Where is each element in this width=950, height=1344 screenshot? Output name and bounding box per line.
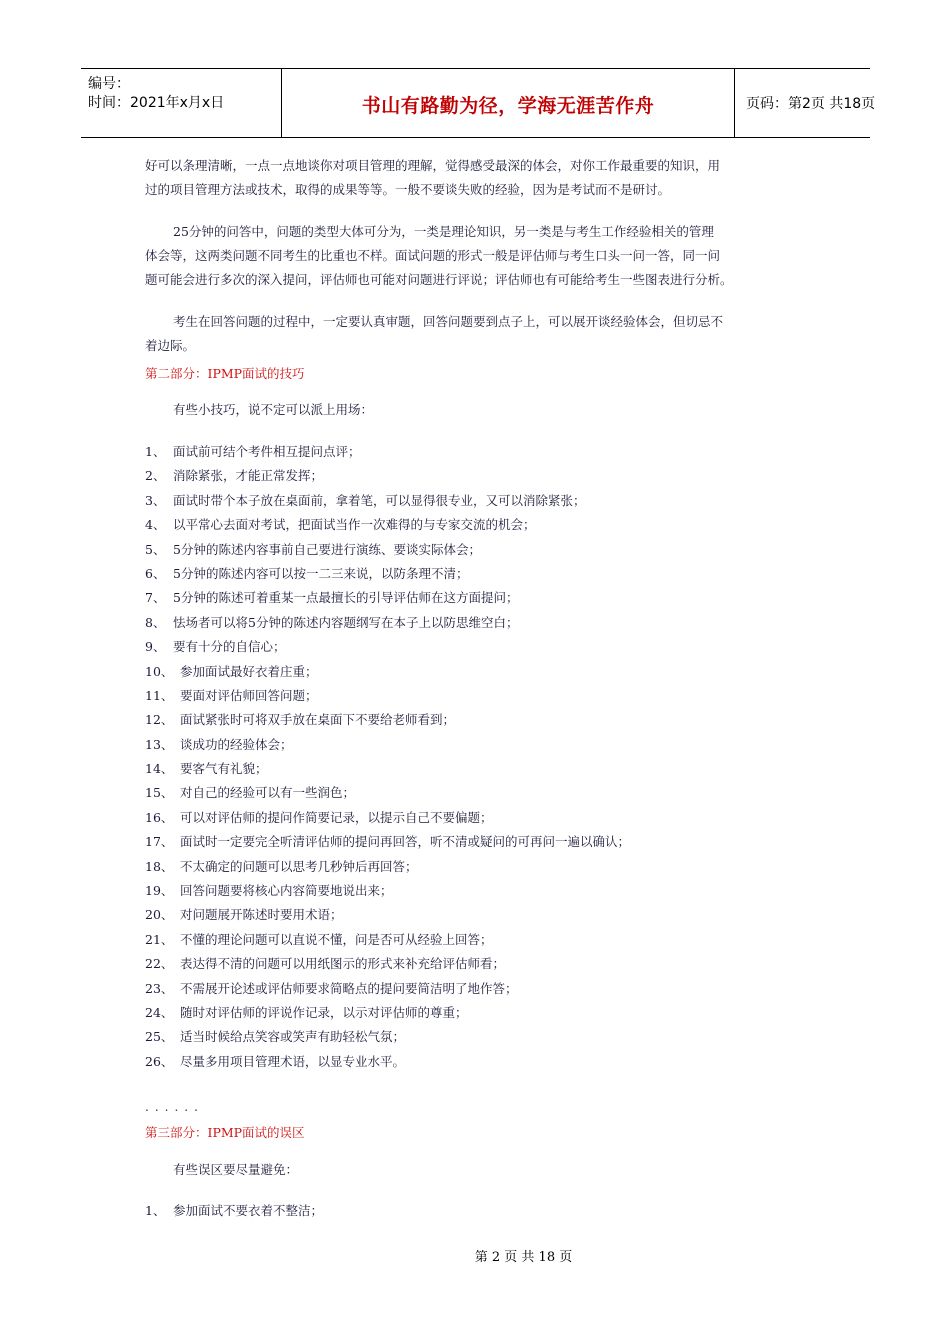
list-item: 11、 要面对评估师回答问题； — [145, 687, 318, 703]
time-label: 时间：2021年x月x日 — [88, 95, 225, 111]
paragraph-line: 着边际。 — [145, 338, 196, 353]
intro-paragraph-1 — [145, 154, 815, 202]
paragraph-line: 考生在回答问题的过程中，一定要认真审题，回答问题要到点子上，可以展开谈经验体会，但切忌不 — [173, 314, 724, 329]
list-item: 10、 参加面试最好衣着庄重； — [145, 663, 318, 679]
list-item: 12、 面试紧张时可将双手放在桌面下不要给老师看到； — [145, 712, 456, 728]
header-motto-cell — [281, 69, 735, 137]
page-footer: 第 2 页 共 18 页 — [474, 1250, 573, 1265]
list-item: 24、 随时对评估师的评说作记录，以示对评估师的尊重； — [145, 1004, 468, 1020]
section-2-title: 第二部分：IPMP面试的技巧 — [145, 366, 305, 381]
list-item: 3、 面试时带个本子放在桌面前，拿着笔，可以显得很专业，又可以消除紧张； — [145, 492, 586, 508]
header-page-cell — [734, 69, 876, 137]
section-3-lead: 有些误区要尽量避免： — [173, 1162, 299, 1177]
list-item: 1、 面试前可结个考件相互提问点评； — [145, 444, 361, 459]
tips-list — [145, 440, 630, 1074]
number-label: 编号： — [88, 76, 130, 92]
list-item: 19、 回答问题要将核心内容简要地说出来； — [145, 883, 393, 899]
list-item: 25、 适当时候给点笑容或笑声有助轻松气氛； — [145, 1029, 406, 1045]
list-item: 15、 对自己的经验可以有一些润色； — [145, 785, 356, 801]
list-item: 2、 消除紧张，才能正常发挥； — [145, 468, 324, 484]
paragraph-line: 过的项目管理方法或技术，取得的成果等等。一般不要谈失败的经验，因为是考试而不是研讨。 — [145, 182, 671, 197]
list-item: 26、 尽量多用项目管理术语，以显专业水平。 — [145, 1053, 406, 1069]
paragraph-line: 好可以条理清晰，一点一点地谈你对项目管理的理解，觉得感受最深的体会，对你工作最重要的知识，用 — [145, 158, 721, 173]
paragraph-line: 25分钟的问答中，问题的类型大体可分为，一类是理论知识，另一类是与考生工作经验相关的管理 — [173, 224, 714, 239]
intro-paragraph-2 — [145, 220, 815, 292]
list-item: 22、 表达得不清的问题可以用纸图示的形式来补充给评估师看； — [145, 956, 506, 972]
paragraph-line: 体会等，这两类问题不同考生的比重也不样。面试问题的形式一般是评估师与考生口头一问一答，同一问 — [145, 248, 721, 263]
list-item: 17、 面试时一定要完全听清评估师的提问再回答，听不清或疑问的可再问一遍以确认； — [145, 834, 631, 850]
list-item: 6、 5分钟的陈述内容可以按一二三来说，以防条理不清； — [145, 565, 469, 581]
list-item: 14、 要客气有礼貌； — [145, 761, 268, 777]
header-meta-cell — [81, 69, 281, 137]
list-item: 4、 以平常心去面对考试，把面试当作一次难得的与专家交流的机会； — [145, 517, 536, 533]
section-2-lead: 有些小技巧，说不定可以派上用场： — [173, 402, 374, 417]
ellipsis: ...... — [145, 1100, 204, 1114]
list-item: 16、 可以对评估师的提问作简要记录，以提示自己不要偏题； — [145, 809, 493, 825]
motto: 书山有路勤为径，学海无涯苦作舟 — [361, 95, 655, 117]
list-item: 8、 怯场者可以将5分钟的陈述内容题纲写在本子上以防思维空白； — [145, 614, 519, 630]
list-item: 7、 5分钟的陈述可着重某一点最擅长的引导评估师在这方面提问； — [145, 590, 519, 606]
document-header — [81, 68, 876, 138]
list-item: 1、 参加面试不要衣着不整洁； — [145, 1203, 324, 1218]
intro-paragraph-3 — [145, 310, 815, 358]
section-3-title: 第三部分：IPMP面试的误区 — [145, 1125, 305, 1140]
list-item: 13、 谈成功的经验体会； — [145, 736, 293, 752]
list-item: 18、 不太确定的问题可以思考几秒钟后再回答； — [145, 858, 418, 874]
paragraph-line: 题可能会进行多次的深入提问，评估师也可能对问题进行评说；评估师也有可能给考生一些图表进行分析。 — [145, 272, 733, 287]
list-item: 9、 要有十分的自信心； — [145, 639, 286, 655]
list-item: 5、 5分钟的陈述内容事前自己要进行演练、要谈实际体会； — [145, 541, 481, 557]
page-info: 页码：第2页 共18页 — [746, 96, 876, 112]
list-item: 21、 不懂的理论问题可以直说不懂，问是否可从经验上回答； — [145, 931, 493, 947]
list-item: 23、 不需展开论述或评估师要求简略点的提问要简洁明了地作答； — [145, 980, 518, 996]
list-item: 20、 对问题展开陈述时要用术语； — [145, 907, 343, 923]
